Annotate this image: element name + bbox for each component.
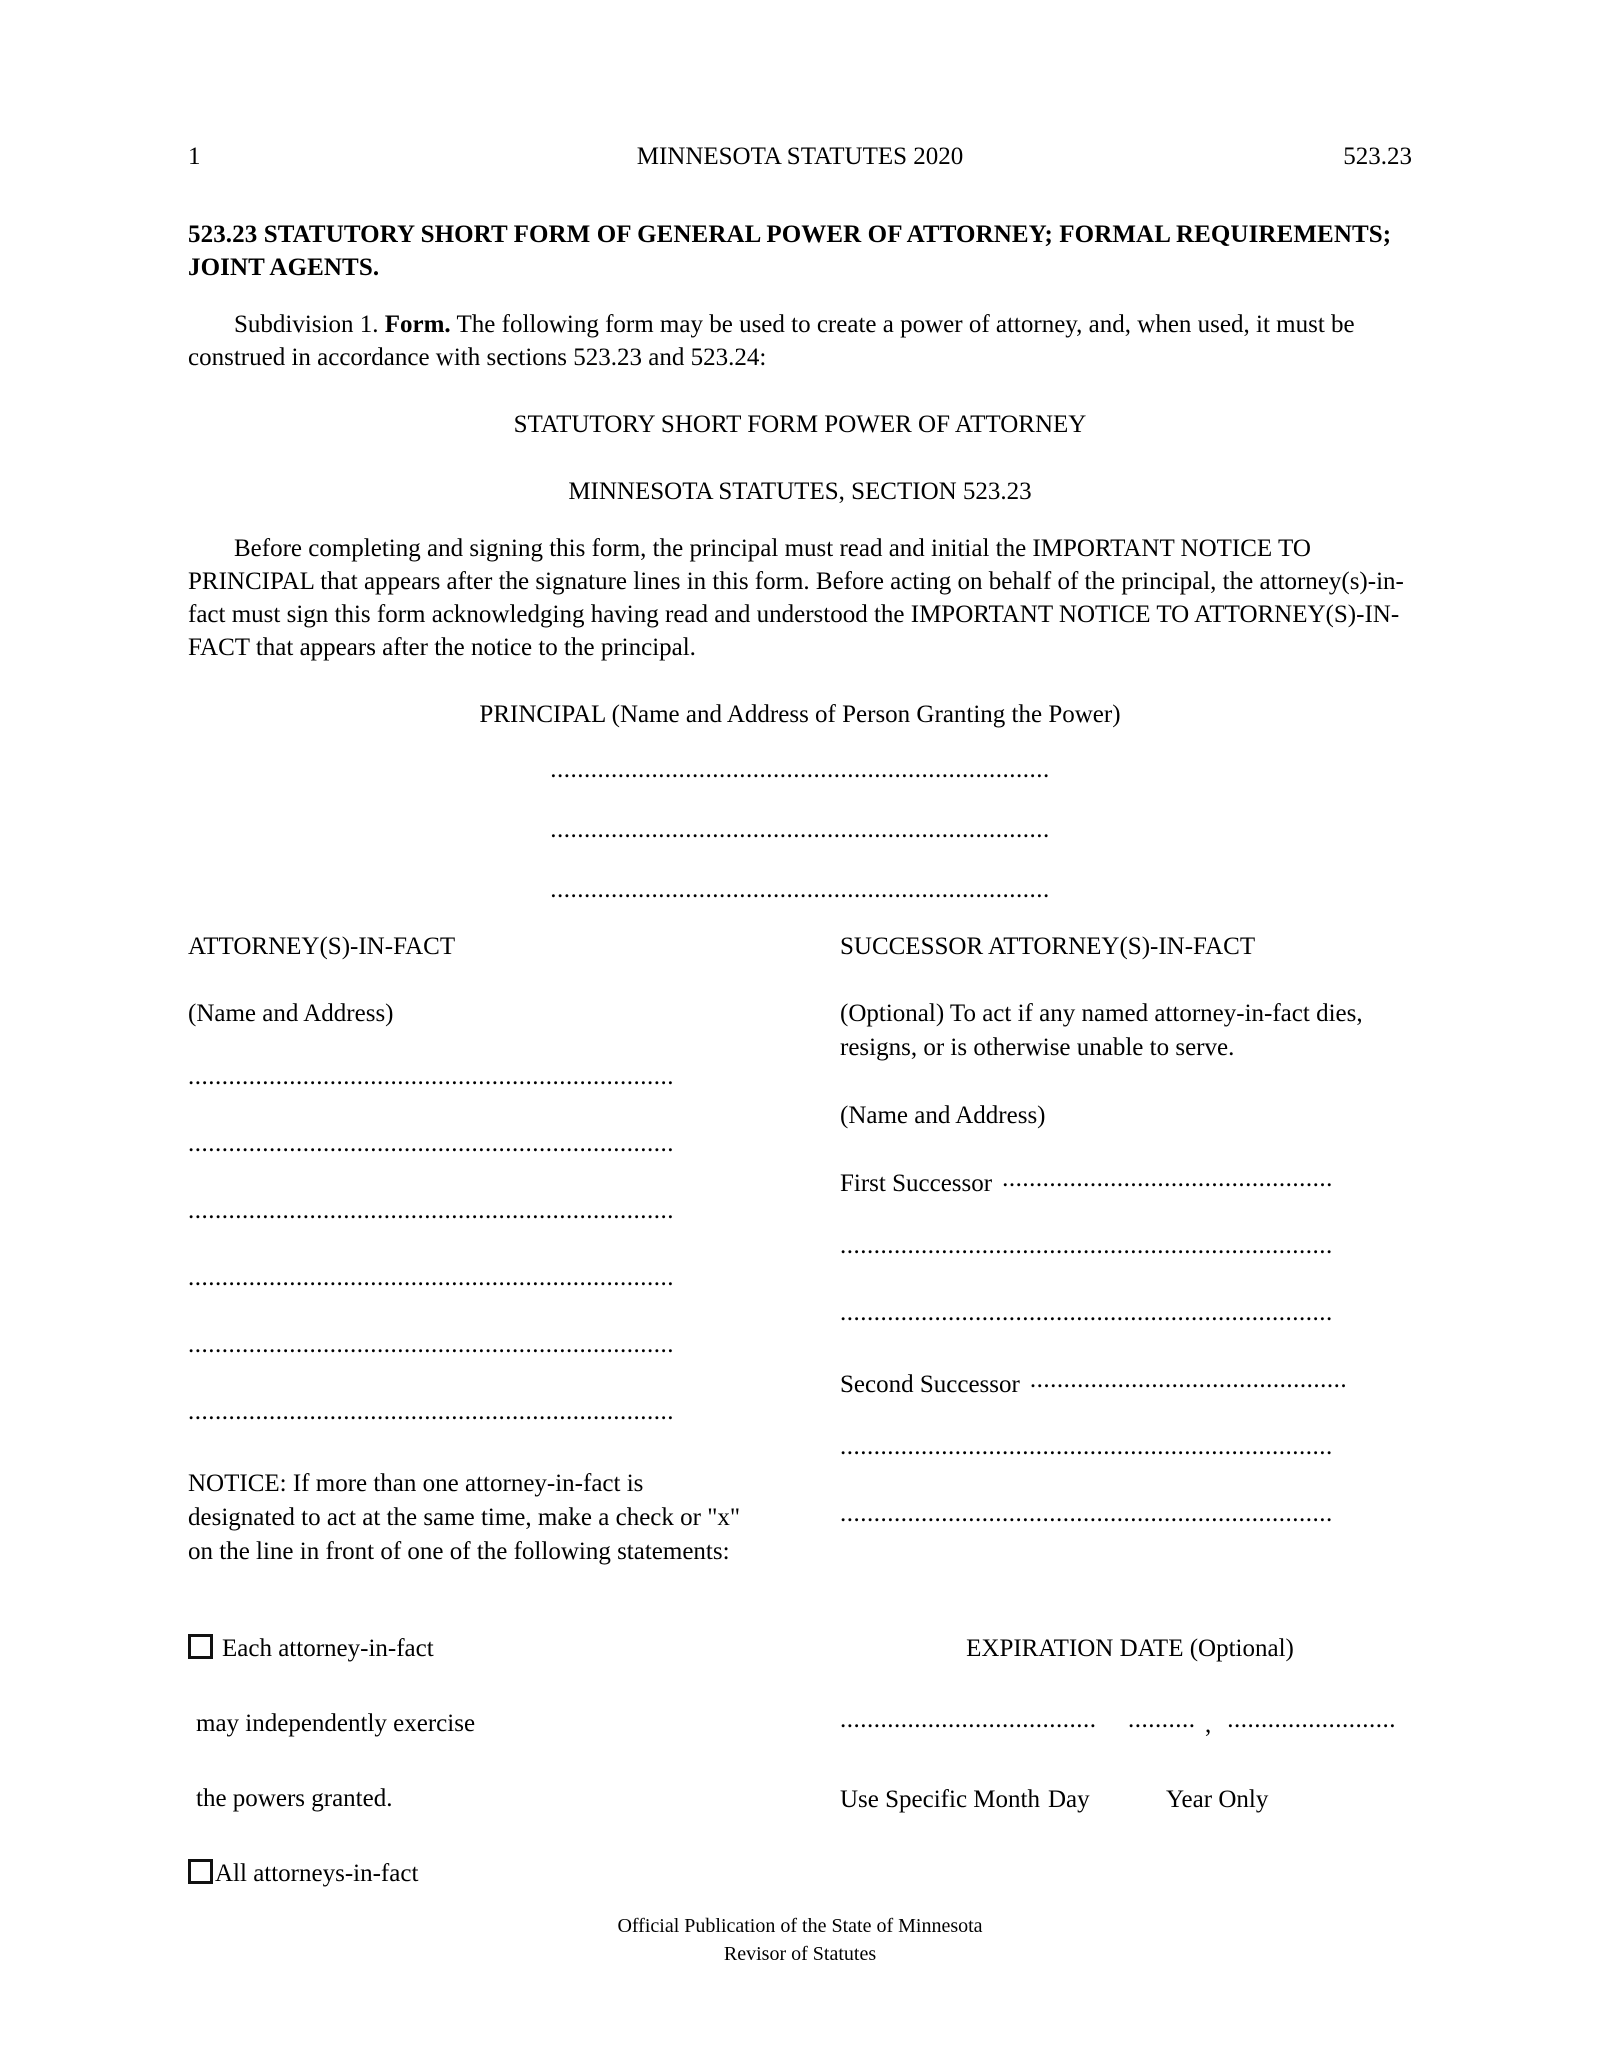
attorneys-in-fact-heading: ATTORNEY(S)-IN-FACT [188,933,456,960]
expiration-year-fill: ......................... [1227,1707,1396,1732]
checkbox-option-each-line3 [188,1782,788,1815]
dotted-fill: ................................................. [1002,1166,1333,1191]
dotted-fill: ............................................... [1029,1367,1348,1392]
dotted-fill: ......................................................................... [840,1434,1333,1459]
checkbox-option-all[interactable] [188,1857,788,1890]
checkbox-option-all-label: All attorneys-in-fact [215,1860,419,1887]
successor-subheading: (Name and Address) [840,1102,1046,1129]
dotted-fill: ........................................................................ [188,1198,674,1223]
expiration-legend-day: Day [1048,1786,1090,1813]
subdivision-label: Subdivision 1. [234,311,379,338]
dotted-fill: ........................................................................ [188,1064,674,1089]
successor-fill-line[interactable] [840,1166,1420,1200]
checkbox-option-each-line2 [188,1707,788,1740]
principal-heading: PRINCIPAL (Name and Address of Person Granting the Power) [479,701,1121,728]
attorney-fill-line[interactable] [188,1332,788,1366]
dotted-fill: ......................................................................... [840,1501,1333,1526]
attorneys-in-fact-column [188,930,788,1569]
form-heading-primary: STATUTORY SHORT FORM POWER OF ATTORNEY [513,411,1087,438]
subdivision-heading: Form. [384,311,451,338]
dotted-fill: ........................................................................ [188,1131,674,1156]
expiration-month-fill: ...................................... [840,1707,1097,1732]
attorney-fill-line[interactable] [188,1131,788,1165]
expiration-comma: , [1205,1711,1212,1738]
checkbox-option-each-line2-label: may independently exercise [196,1710,476,1737]
joint-agents-notice: NOTICE: If more than one attorney-in-fact is designated to act at the same time, make a check or "x" on the line in front of one of the following statements: [188,1470,741,1565]
dotted-fill: ........................................................................ [188,1399,674,1424]
second-successor-label: Second Successor [840,1371,1020,1398]
subdivision-text: The following form may be used to create a power of attorney, and, when used, it must be construed in accordance with sections 523.23 and 523.24: [188,311,1355,371]
successor-attorneys-heading: SUCCESSOR ATTORNEY(S)-IN-FACT [840,933,1256,960]
successor-fill-line[interactable] [840,1434,1420,1468]
dotted-fill: .......................................................................... [550,757,1050,782]
running-head-title: MINNESOTA STATUTES 2020 [636,143,964,170]
successor-fill-line[interactable] [840,1367,1420,1401]
first-successor-label: First Successor [840,1170,993,1197]
expiration-legend-year: Year Only [1166,1786,1269,1813]
footer-line-revisor: Revisor of Statutes [723,1943,877,1965]
checkbox-option-each-label: Each attorney-in-fact [222,1635,434,1662]
attorney-fill-line[interactable] [188,1198,788,1232]
checkbox-icon[interactable] [188,1634,213,1659]
running-head-statute: 523.23 [1343,143,1412,170]
successor-fill-line[interactable] [840,1233,1420,1267]
expiration-day-fill: .......... [1128,1707,1196,1732]
checkbox-icon[interactable] [188,1859,213,1884]
expiration-legend-month: Use Specific Month [840,1786,1040,1813]
checkbox-option-each-line3-label: the powers granted. [196,1785,393,1812]
page-number: 1 [188,143,201,170]
document-body [188,218,1412,911]
successor-optional-text: (Optional) To act if any named attorney-in-fact dies, resigns, or is otherwise unable to serve. [840,1000,1363,1061]
attorney-fill-line[interactable] [188,1064,788,1098]
dotted-fill: ........................................................................ [188,1332,674,1357]
attorneys-in-fact-subheading: (Name and Address) [188,1000,394,1027]
dotted-fill: ........................................................................ [188,1265,674,1290]
dotted-fill: .......................................................................... [550,877,1050,902]
footer-line-publication: Official Publication of the State of Minnesota [617,1915,983,1937]
page-footer [0,1912,1600,1968]
expiration-date-block [840,1632,1420,1816]
checkbox-option-each[interactable] [188,1632,788,1665]
successor-fill-line[interactable] [840,1300,1420,1334]
dotted-fill: ......................................................................... [840,1300,1333,1325]
successor-attorneys-column [840,930,1420,1535]
form-heading-secondary: MINNESOTA STATUTES, SECTION 523.23 [568,478,1032,505]
dotted-fill: .......................................................................... [550,817,1050,842]
form-intro-paragraph: Before completing and signing this form, the principal must read and initial the IMPORTANT NOTICE TO PRINCIPAL that appears after the signature lines in this form. Before acting on behalf of the principal, the attorney(s)-in-fact must sign this form acknowledging having read and understood the IMPORTANT NOTICE TO ATTORNEY(S)-IN-FACT that appears after the notice to the principal. [188,535,1404,661]
running-head [188,140,1412,174]
principal-fill-line[interactable] [188,757,1412,791]
joint-agent-checkbox-group [188,1632,788,1890]
subdivision-paragraph [188,308,1412,374]
principal-fill-line[interactable] [188,877,1412,911]
expiration-date-legend [840,1783,1420,1816]
page-title: 523.23 STATUTORY SHORT FORM OF GENERAL POWER OF ATTORNEY; FORMAL REQUIREMENTS; JOINT AGENTS. [188,221,1392,281]
principal-fill-line[interactable] [188,817,1412,851]
successor-fill-line[interactable] [840,1501,1420,1535]
attorney-fill-line[interactable] [188,1265,788,1299]
attorney-fill-line[interactable] [188,1399,788,1433]
expiration-date-fill-line[interactable] [840,1707,1420,1741]
expiration-date-title: EXPIRATION DATE (Optional) [966,1635,1294,1662]
dotted-fill: ......................................................................... [840,1233,1333,1258]
